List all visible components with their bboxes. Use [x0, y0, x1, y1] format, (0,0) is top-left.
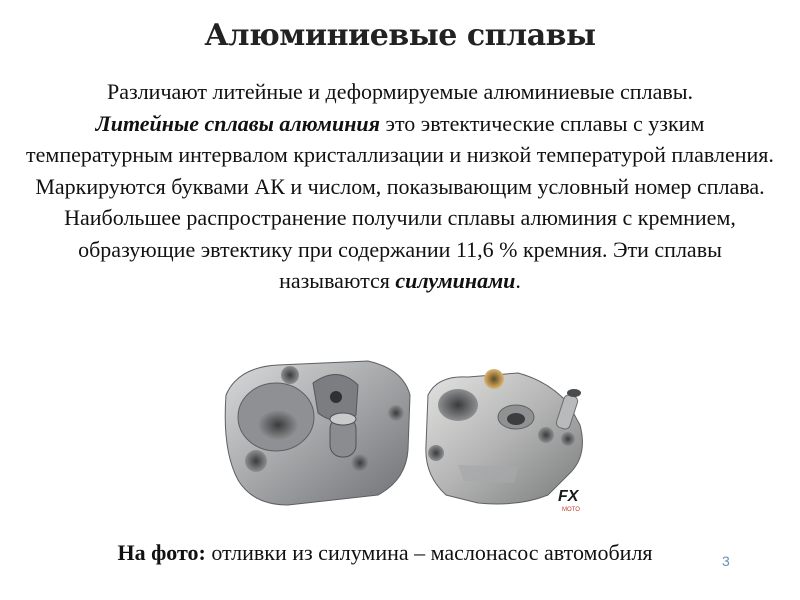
paragraph-1-line-1: Различают литейные и деформируемые алюминиевые сплавы. [107, 79, 693, 104]
oil-pump-castings-illustration [218, 355, 598, 515]
photo-caption [0, 540, 770, 566]
oil-pump-photo [218, 355, 598, 515]
paragraph-1 [24, 76, 776, 202]
page-number: 3 [722, 553, 730, 569]
silumin-emphasis: силуминами [395, 268, 516, 293]
caption-label: На фото: [117, 540, 206, 565]
paragraph-2-end: . [515, 268, 521, 293]
paragraph-1-rest: это эвтектические сплавы с узким температурным интервалом кристаллизации и низкой температурой плавления. Маркируются буквами АК и числом, показывающим условный номер сплава. [26, 110, 774, 199]
photo-watermark-sub: MOTO [562, 507, 580, 513]
cast-alloys-emphasis: Литейные сплавы алюминия [95, 110, 380, 136]
slide-title: Алюминиевые сплавы [204, 18, 596, 53]
paragraph-2 [24, 202, 776, 297]
slide-body [24, 76, 776, 297]
caption-text: отливки из силумина – маслонасос автомобиля [205, 540, 653, 565]
photo-watermark: FX [558, 488, 579, 505]
paragraph-2-text: Наибольшее распространение получили сплавы алюминия с кремнием, образующие эвтектику при содержании 11,6 % кремния. Эти сплавы называются [64, 205, 736, 293]
